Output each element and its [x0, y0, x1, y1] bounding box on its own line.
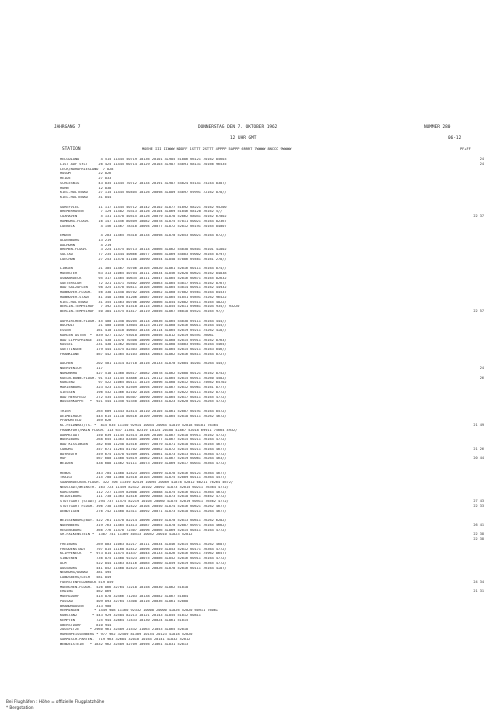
row-right-value: 22 33: [473, 503, 484, 508]
table-row: REGENSBURG 366 776 11470 72307 10096 20066 4+869 52015 60411 76164 4772/: [60, 528, 227, 532]
table-row: NEUBURG/DONAU 381 495: [60, 571, 112, 575]
table-row: LANDSBERG/LECH 581 849: [60, 576, 112, 579]
table-row: ULM 522 844 11463 83116 10085 20060 4+859 52019 60321 76365 4772/: [60, 561, 227, 565]
table-row: HOHENPEISSENBERG * 977 962 32589 81309 10154 20123 4+818 52020: [60, 633, 193, 636]
table-row: FREIBURG 269 803 11063 82217 10111 20034 4+846 52015 60911 76262 4687/: [60, 542, 227, 546]
table-row: REHMINGEN * 1449 908 11160 92332 10008 20000 4+826 52020 60911 7606+: [60, 609, 219, 613]
station-column-header: STATION: [62, 147, 81, 152]
table-row: BAD KISSINGEN 282 658 11258 82516 10097 20079 4+871 52018 60111 76165 4677/: [60, 443, 227, 446]
right-label: 06-12: [448, 136, 462, 141]
table-row: SINDTNEN 736 875 11468 92323 10075 20086 4+852 52016 60911 76164 4772/: [60, 557, 227, 560]
table-row: KOBLENZ 97 522 11065 80111 10125 20096 4+868 52012 60211 75662 65702: [60, 381, 227, 385]
table-row: MUENCHEN-FLUGH. 526 866 32764 72218 10158 20030 4+862 51018: [60, 585, 189, 589]
table-row: OSNABRUECK 95 317 11465 40635 10111 20047 4+865 52016 60671 76165 82632: [60, 276, 227, 280]
table-row: SOLTAU 77 235 11444 40666 10077 20066 4+869 54003 69002 76165 8797/: [60, 253, 227, 256]
table-row: ESSEN 161 410 11410 40603 10134 20114 4+865 52019 69211 75262 4+8//: [60, 329, 227, 332]
table-row: KAHLEN ASTEN * 839 427 11327 93010 10056 20056 4+812 52019 60391 7606+: [60, 333, 214, 337]
table-row: KIEL-HOLTENAU 31 355 11463 80706 10090 20066 4+854 52082 69511 76165 4822/: [60, 300, 227, 304]
footer-note: Bei Flughäfen : Höhe = offizielle Flugplatzhöhe: [6, 699, 105, 704]
table-row: TRAIGT 215 700 11368 82510 10103 20086 4+875 52009 60111 76364 4577/: [60, 476, 227, 480]
table-row: HELGOLAND 4 515 11445 50719 10136 20101 4+985 51086 66121 70162 85603: [60, 158, 227, 161]
table-row: MUEHLDORF 415 878 32466 71203 10138 20082 4+867 51004: [60, 595, 189, 598]
table-row: CUXHAVEN 5 131 11470 40515 10126 20079 4+878 52062 68041 70162 67002: [60, 215, 227, 218]
table-row: KONSTANZ * 443 929 32584 82213 10121 20143 4+855 51012 60811: [60, 614, 201, 617]
table-row: GARMISCH-PARTEN. 719 963 32684 32010 10164 20141 4+832 52012: [60, 637, 191, 641]
table-row: TRIER 265 609 11443 82414 10110 20105 4+861 52007 60191 76164 8572/: [60, 409, 227, 413]
table-row: BOCHOLT 21 400 11050 43604 10123 20119 4+860 52016 60011 76164 445//: [60, 324, 227, 328]
row-right-value: 24 34: [473, 579, 484, 584]
date-line: DONNERSTAG DEN 7. OKTOBER 1962: [198, 125, 278, 130]
table-row: FUERSTENFELDBRUCK 519 859: [60, 580, 114, 584]
table-row: FREUDENSTADT 797 815 11160 82412 10096 20049 4+853 52012 60171 76364 4772/: [60, 547, 227, 551]
table-row: HUSUM 22 826: [60, 172, 112, 176]
row-right-value: 27 43: [473, 499, 484, 503]
table-row: DARMSTADT 150 639 11145 82514 10106 20106 4+867 52018 69911 76162 4772/: [60, 433, 227, 437]
table-row: NOERVENICH 117: [60, 367, 103, 370]
row-right-value: 21 49: [473, 423, 484, 427]
table-row: PFAHORTELD 169 626: [60, 419, 112, 423]
table-row: KOELN-BONN-FLUGH. 91 513 11145 83886 10121 20112 4+865 52015 60911 76260 4582/: [60, 376, 227, 380]
table-row: NUERNBERG 319 763 11465 81413 10087 20065 4+870 52007 60971 76164 4662/: [60, 523, 227, 527]
table-row: HANNOVER-FLUGH. 56 338 11458 80702 10094 20062 4+860 57002 69561 76164 04537: [60, 291, 227, 294]
table-row: GUETERSLOH 72 321 11471 70402 10099 20063 4+865 53017 69911 76162 8767/: [60, 281, 227, 285]
row-right-value: 26 41: [473, 522, 484, 527]
row-right-value: 21 31: [473, 589, 484, 594]
row-right-value: 22 57: [473, 309, 484, 313]
table-row: HOF 567 680 11460 92619 10062 20053 4+867 52019 60061 76264 463//: [60, 457, 227, 461]
row-right-value: 22 37: [473, 214, 484, 218]
table-row: NORDNRHO 427 518 11360 80517 10082 20078 4+862 52008 60121 76162 8752/: [60, 371, 227, 375]
table-row: LIST AUF SYLT 26 425 11445 60714 10129 20103 4+987 54091 68131 70166 96535: [60, 162, 227, 166]
sheet-label: JAHRGANG 7: [54, 125, 81, 130]
table-row: ERDING 462 869: [60, 590, 112, 594]
table-row: ZUGSPITZE * 2960 961 32489 21532 11063 21053 4+865 52018: [60, 628, 189, 632]
table-row: BAYREUTH 359 675 11470 92509 10091 20061 4+873 52013 60111 76364 4772/: [60, 452, 227, 456]
table-row: GOREFVIEL 11 117 11445 50712 10142 20102 4+877 51092 68221 70162 95200: [60, 205, 227, 209]
table-row: SAARBRUECKEN-FLUGH. 322 706 11359 82419 10095 20089 4+878 52012 60211 76264 4672/: [60, 481, 233, 484]
table-row: HAMBURG-FLUGH. 16 147 11456 80509 10082 20078 4+875 57011 60021 76164 82367: [60, 219, 227, 223]
table-row: LUECHOW 27 253 11578 41108 10090 20054 4+858 57006 69461 76161 278//: [60, 257, 227, 261]
table-row: KIEL-HOLTENAU 27 115 11445 60405 10126 20098 4+889 54097 69991 72162 878//: [60, 191, 227, 195]
table-row: WEISSENBURG/BAY. 422 761 11470 82214 10096 20049 4+870 52013 60611 76262 6282/: [60, 519, 227, 522]
table-row: SCHLESWIG 43 835 11445 70712 10134 20191 4+987 54024 65141 75244 8387/: [60, 181, 227, 185]
table-row: HEIDE 27 833: [60, 177, 112, 180]
row-right-value: 26: [479, 375, 484, 380]
table-row: OBERSTDORF 810 944: [60, 623, 112, 627]
table-row: BREMEN-FLUGH. 3 224 11575 40713 10114 20066 4+862 54038 60401 76101 4+802: [60, 248, 227, 252]
right-column-header: PF+FF: [460, 147, 471, 151]
table-row: DEIMELHACH 445 615 11118 80516 10109 20096 4+865 52018 60111 76262 4672/: [60, 414, 227, 418]
table-row: BERLIN-TEMPELHOF 7 392 11570 81510 10115 20063 4+855 52011 69661 76104 935// 93220: [60, 305, 240, 309]
row-right-value: 20 44: [473, 456, 484, 461]
table-row: LINGEN 21 305 11467 70706 10105 20020 4+861 52016 60111 76164 874//: [60, 267, 227, 271]
table-row: LECK/NORDFRIESLAND 7 828: [60, 167, 114, 171]
table-row: WUERZBURG 268 655 11363 83405 10096 20077 4+867 52015 60211 76164 4772/: [60, 438, 227, 442]
table-row: BAD HERSFELD 272 535 11454 80307 10090 20069 4+865 52017 60411 76165 4772/: [60, 395, 227, 399]
table-row: HANNOVER-STADT 41 348 11568 81206 10087 20049 4+865 51051 69891 75262 96522: [60, 295, 227, 299]
table-row: PASSAU 409 893 32764 73308 10116 20036 4+861 52008: [60, 599, 189, 603]
table-row: FRANKLANE 467 442 11365 82103 10044 20003 4+862 52016 60411 76164 8727/: [60, 352, 227, 356]
table-row: KIEL-HOLTENAU 31 844: [60, 196, 112, 199]
code-columns-header: MOEHE III IIWWW NDDFF 1STTT 2STTT 4PPPP 5APPP 6RRRT 7WWWW 8NCCC 9WWWW: [142, 147, 292, 151]
table-row: GIESSEN 196 532 11366 82102 10104 20093 4+867 52022 60111 76162 8772/: [60, 390, 227, 394]
table-row: WEIDEN 438 688 11462 92111 10073 20049 4+869 52017 60031 76364 4772/: [60, 462, 227, 465]
table-row: DALHORN 4 219: [60, 243, 112, 247]
table-row: MUENSTER 63 313 11065 40704 10111 20034 4+856 52028 60621 76162 84838: [60, 272, 227, 275]
table-row: DENDTIGEN 276 742 11468 82311 10092 20071 4+873 52018 60211 76264 4677/: [60, 509, 227, 513]
table-row: BRANDHAUSEN 313 900: [60, 604, 112, 608]
row-right-value: 24: [479, 366, 484, 370]
row-right-value: 21 26: [473, 446, 484, 451]
table-row: HENUS 343 704 11468 42423 10093 20099 4+878 52016 60121 76364 4677/: [60, 471, 227, 475]
table-row: KL.FELDNRAT/TS. * 815 635 11150 92914 10044 20064 4+819 52018 60101 76364: [60, 424, 219, 427]
table-row: OLDENBURG 13 219: [60, 238, 112, 242]
table-row: STUTTGART FLUGH. 396 738 11566 82422 10104 20050 4+874 52016 60621 76262 4677/: [60, 504, 227, 508]
table-row: EMDEN 4 203 11465 76310 10134 20098 4+870 52053 60021 76164 072//: [60, 234, 227, 237]
row-right-value: 24: [479, 161, 484, 166]
table-row: KLIPPENECK * 973 814 11475 81437 10044 20133 4+826 52016 60911 75962 86577: [60, 552, 227, 556]
table-row: NEUSTADT/WEINSTR. 163 723 11459 82412 10102 20092 4+873 52015 60211 76364 4772/: [60, 485, 229, 489]
table-row: WASSERKUPPE * 921 544 11350 92350 10054 20053 4+823 52020 60121 76265 4772/: [60, 400, 227, 404]
table-row: GR.FALKENSTEIN * 1307 741 11369 40513 10052 20010 4+823 52012: [60, 533, 193, 537]
table-row: HEIDELBURG 111 730 11363 82416 10090 20088 4+873 52018 60611 76462 4772/: [60, 495, 227, 499]
table-row: BAD LIPPSPRINGE 151 430 11470 70300 10096 20060 4+860 52015 69911 76162 8763/: [60, 338, 227, 342]
number-label: NUMMER 280: [424, 125, 451, 130]
table-row: FRANKFURT/MAIN FLUGH. 113 637 11361 82319 10124 20108 4+867 52018 69911 75664 4932/: [60, 428, 238, 432]
footer-mountain-note: * Bergstation: [6, 705, 34, 710]
table-row: KEMPTEN 725 944 32864 72433 10130 20024 4+861 51015: [60, 618, 189, 622]
table-row: HOHN 12 838: [60, 186, 112, 190]
table-row: AUFKIRCHEN-FLUGH. 45 400 11358 80205 10114 20036 4+865 54038 69111 76164 444//: [60, 319, 227, 323]
table-row: KARLSRUHE 112 727 11359 82608 10095 20088 4+875 52016 60211 76364 4672/: [60, 490, 227, 494]
table-row: MARIENBURG 323 523 11470 82509 10094 20059 4+867 52012 60961 76161 8777/: [60, 386, 227, 389]
row-right-value: 22 38: [473, 532, 484, 537]
table-row: KASSEL 231 438 11362 80304 10072 20056 4+868 54003 69561 76164 5465/: [60, 343, 227, 347]
table-row: WENDELSTEIN * 1832 962 32589 42709 10956 21061 4+831 52013: [60, 642, 189, 646]
table-row: BREMERHAVEN 7 129 11482 70313 10126 20104 4+869 51046 68120 76162 5//: [60, 210, 223, 214]
table-row: AUGSBURG 441 852 11468 82423 10114 20026 4+878 52016 60111 76164 4+87/: [60, 566, 227, 570]
table-row: STUTTGART (STADT) 294 737 11575 82219 10105 20060 4+875 52019 60911 76562 4772/: [60, 500, 229, 503]
table-row: BAD SALZUFLEN 98 325 11570 50411 10105 20066 4+865 53014 60911 76162 44932: [60, 286, 227, 290]
table-row: COBURG 357 671 11264 81702 10090 20062 4+872 52015 60211 76164 4677/: [60, 447, 227, 451]
time-label: 12 UHR GMT: [230, 136, 257, 141]
table-row: LUEBECK 4 156 11467 78310 10094 20077 4+872 52012 66191 70165 84007: [60, 224, 227, 228]
row-right-value: 24: [479, 157, 484, 161]
table-row: GOETTINGEN 179 444 11475 82303 10085 20046 4+865 52015 60211 76163 046//: [60, 348, 227, 351]
table-row: AACHEN 202 501 11314 82710 10116 20133 4+870 52004 40201 76264 445//: [60, 362, 227, 366]
table-row: BERLIN-TEMPELHOF 50 384 11575 81417 10119 20056 4+867 56018 69521 76165 97//: [60, 310, 225, 313]
row-right-value: 22 38: [473, 537, 484, 541]
